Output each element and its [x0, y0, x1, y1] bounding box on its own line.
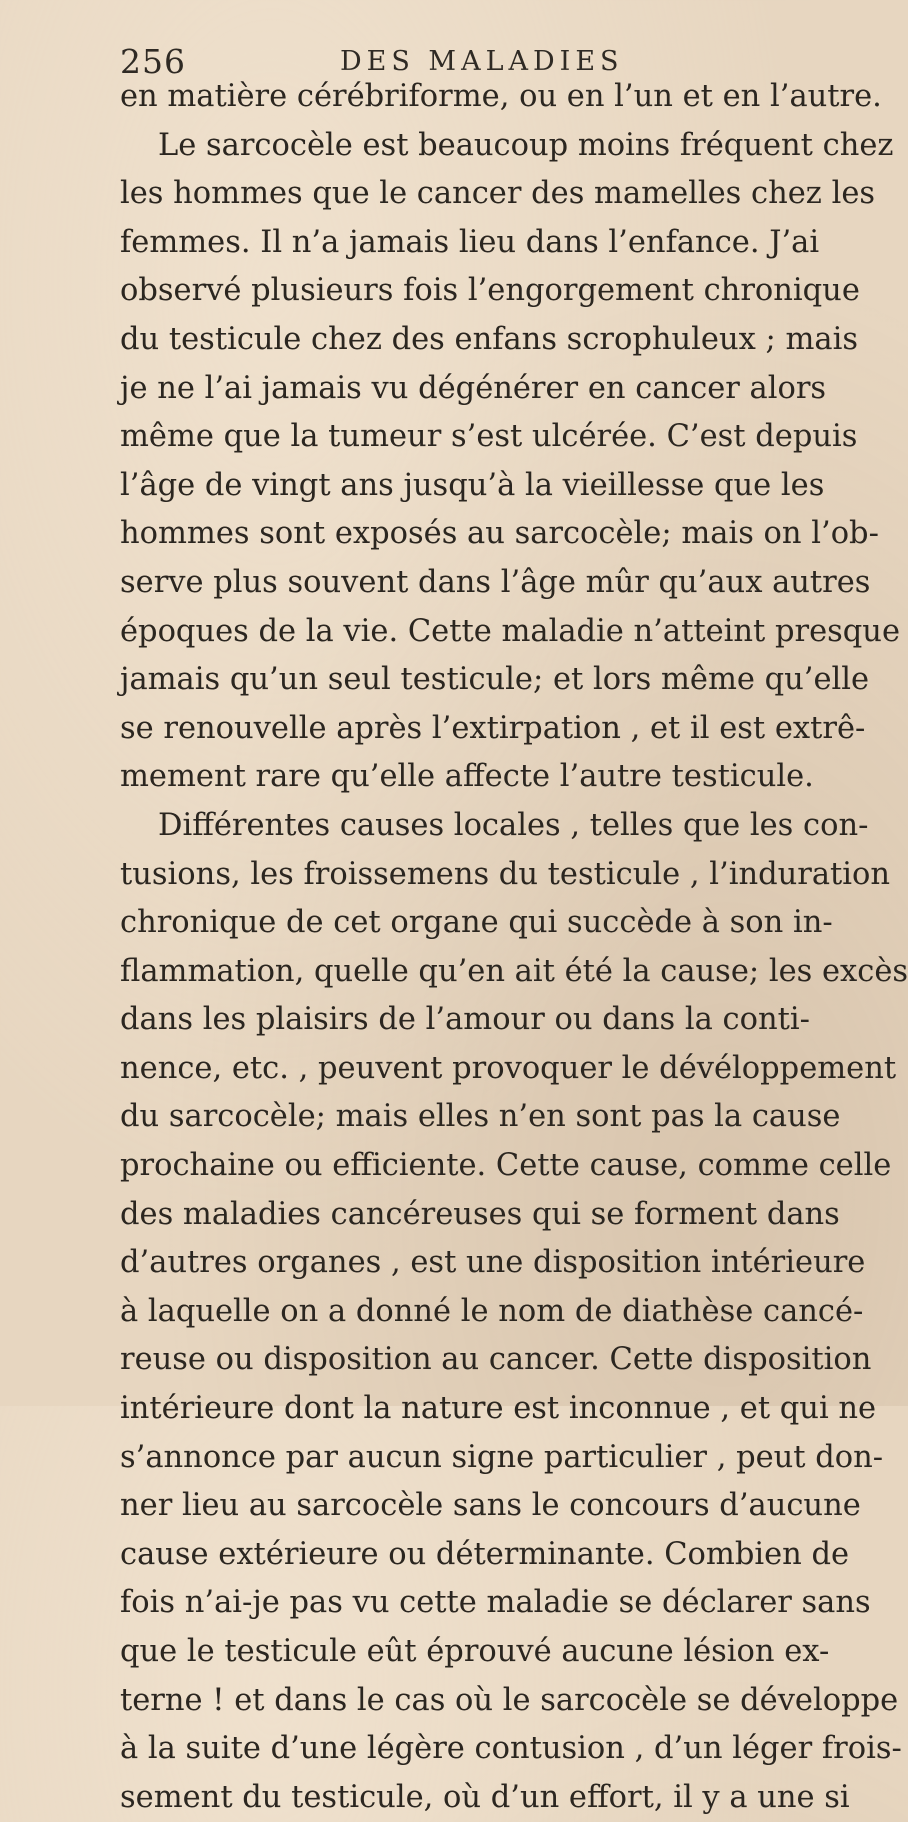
text-line: prochaine ou efficiente. Cette cause, comme celle — [120, 1148, 892, 1184]
text-line: chronique de cet organe qui succède à son in- — [120, 905, 833, 941]
text-line: à laquelle on a donné le nom de diathèse cancé- — [120, 1293, 864, 1329]
running-title: DES MALADIES — [340, 46, 624, 77]
text-line: Le sarcocèle est beaucoup moins fréquent chez — [158, 127, 894, 163]
text-line: dans les plaisirs de l’amour ou dans la conti- — [120, 1002, 810, 1038]
text-line: jamais qu’un seul testicule; et lors même qu’elle — [120, 662, 870, 698]
text-line: Différentes causes locales , telles que les con- — [158, 807, 869, 843]
text-line: même que la tumeur s’est ulcérée. C’est depuis — [120, 419, 858, 455]
text-line: hommes sont exposés au sarcocèle; mais on l’ob- — [120, 516, 879, 552]
text-line: ner lieu au sarcocèle sans le concours d’aucune — [120, 1488, 861, 1524]
text-line: s’annonce par aucun signe particulier , peut don- — [120, 1439, 884, 1475]
text-line: des maladies cancéreuses qui se forment dans — [120, 1196, 840, 1232]
text-line: l’âge de vingt ans jusqu’à la vieillesse que les — [120, 467, 825, 503]
text-line: serve plus souvent dans l’âge mûr qu’aux autres — [120, 564, 871, 600]
text-line: en matière cérébriforme, ou en l’un et en l’autre. — [120, 79, 882, 114]
text-line: les hommes que le cancer des mamelles chez les — [120, 176, 876, 212]
text-line: mement rare qu’elle affecte l’autre testicule. — [120, 759, 814, 795]
text-line: fois n’ai-je pas vu cette maladie se déclarer sans — [120, 1585, 871, 1621]
text-line: je ne l’ai jamais vu dégénérer en cancer alors — [120, 370, 827, 406]
page-number: 256 — [120, 42, 186, 81]
text-line: femmes. Il n’a jamais lieu dans l’enfance. J’ai — [120, 224, 820, 260]
text-line: observé plusieurs fois l’engorgement chronique — [120, 273, 860, 309]
body-text — [120, 73, 908, 1822]
text-line: flammation, quelle qu’en ait été la cause; les excès — [120, 953, 908, 989]
text-line: du testicule chez des enfans scrophuleux ; mais — [120, 321, 858, 357]
text-line: d’autres organes , est une disposition intérieure — [120, 1245, 866, 1281]
text-line: du sarcocèle; mais elles n’en sont pas la cause — [120, 1099, 841, 1135]
text-line: nence, etc. , peuvent provoquer le dévéloppement — [120, 1050, 897, 1086]
text-line: tusions, les froissemens du testicule , l’induration — [120, 856, 891, 892]
text-line: intérieure dont la nature est inconnue , et qui ne — [120, 1391, 877, 1427]
text-line: cause extérieure ou déterminante. Combien de — [120, 1536, 850, 1572]
text-line: se renouvelle après l’extirpation , et il est extrê- — [120, 710, 866, 746]
text-line: que le testicule eût éprouvé aucune lésion ex- — [120, 1634, 830, 1669]
text-line: terne ! et dans le cas où le sarcocèle se développe — [120, 1682, 899, 1718]
text-line: époques de la vie. Cette maladie n’atteint presque — [120, 613, 900, 649]
text-line: à la suite d’une légère contusion , d’un léger frois- — [120, 1731, 902, 1767]
text-line: reuse ou disposition au cancer. Cette disposition — [120, 1342, 872, 1378]
text-line: sement du testicule, où d’un effort, il y a une si — [120, 1779, 850, 1815]
